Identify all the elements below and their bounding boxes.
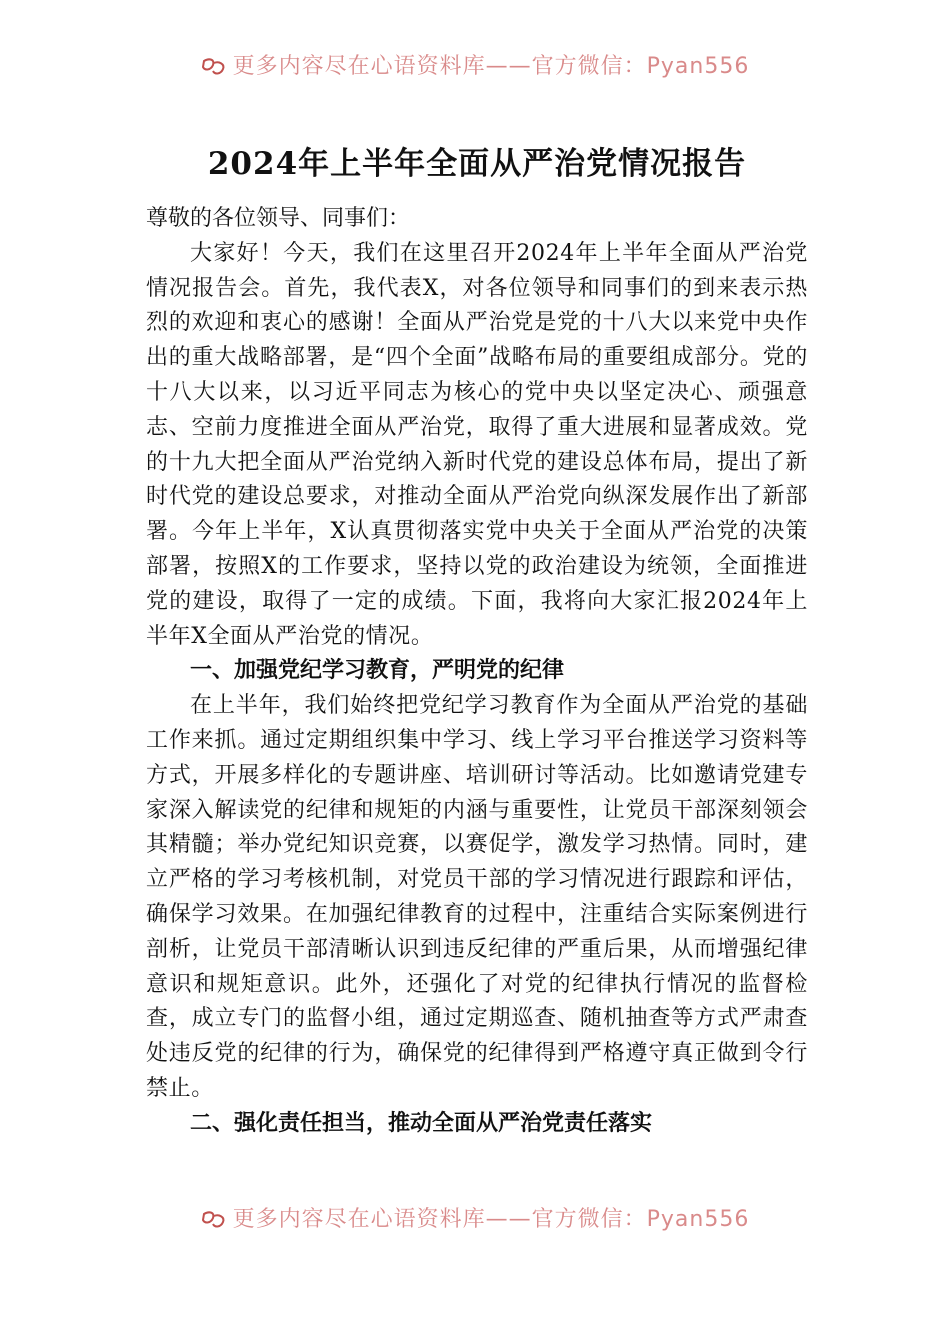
section-heading-1: 一、加强党纪学习教育，严明党的纪律 (190, 658, 565, 684)
section-heading-2: 二、强化责任担当，推动全面从严治党责任落实 (190, 1110, 653, 1136)
watermark-bottom (0, 1207, 950, 1237)
watermark-logo-icon (201, 1210, 227, 1230)
paragraph-section-1: 在上半年，我们始终把党纪学习教育作为全面从严治党的基础工作来抓。通过定期组织集中学习、线上学习平台推送学习资料等方式，开展多样化的专题讲座、培训研讨等活动。比如邀请党建专家深入解读党的纪律和规矩的内涵与重要性，让党员干部深刻领会其精髓；举办党纪知识竞赛，以赛促学，激发学习热情。同时，建立严格的学习考核机制，对党员干部的学习情况进行跟踪和评估，确保学习效果。在加强纪律教育的过程中，注重结合实际案例进行剖析，让党员干部清晰认识到违反纪律的严重后果，从而增强纪律意识和规矩意识。此外，还强化了对党的纪律执行情况的监督检查，成立专门的监督小组，通过定期巡查、随机抽查等方式严肃查处违反党的纪律的行为，确保党的纪律得到严格遵守真正做到令行禁止。 (146, 693, 808, 1101)
document-page (146, 140, 808, 1142)
paragraph-intro: 大家好！今天，我们在这里召开2024年上半年全面从严治党情况报告会。首先，我代表X，对各位领导和同事们的到来表示热烈的欢迎和衷心的感谢！全面从严治党是党的十八大以来党中央作出的重大战略部署，是“四个全面”战略布局的重要组成部分。党的十八大以来，以习近平同志为核心的党中央以坚定决心、顽强意志、空前力度推进全面从严治党，取得了重大进展和显著成效。党的十九大把全面从严治党纳入新时代党的建设总体布局，提出了新时代党的建设总要求，对推动全面从严治党向纵深发展作出了新部署。今年上半年，X认真贯彻落实党中央关于全面从严治党的决策部署，按照X的工作要求，坚持以党的政治建设为统领，全面推进党的建设，取得了一定的成绩。下面，我将向大家汇报2024年上半年X全面从严治党的情况。 (146, 240, 808, 649)
watermark-text: 更多内容尽在心语资料库——官方微信：Pyan556 (232, 54, 750, 79)
document-title: 2024年上半年全面从严治党情况报告 (207, 146, 747, 182)
watermark-text: 更多内容尽在心语资料库——官方微信：Pyan556 (232, 1207, 750, 1232)
salutation: 尊敬的各位领导、同事们： (146, 206, 411, 231)
watermark-logo-icon (201, 57, 227, 77)
watermark-top (0, 54, 950, 84)
